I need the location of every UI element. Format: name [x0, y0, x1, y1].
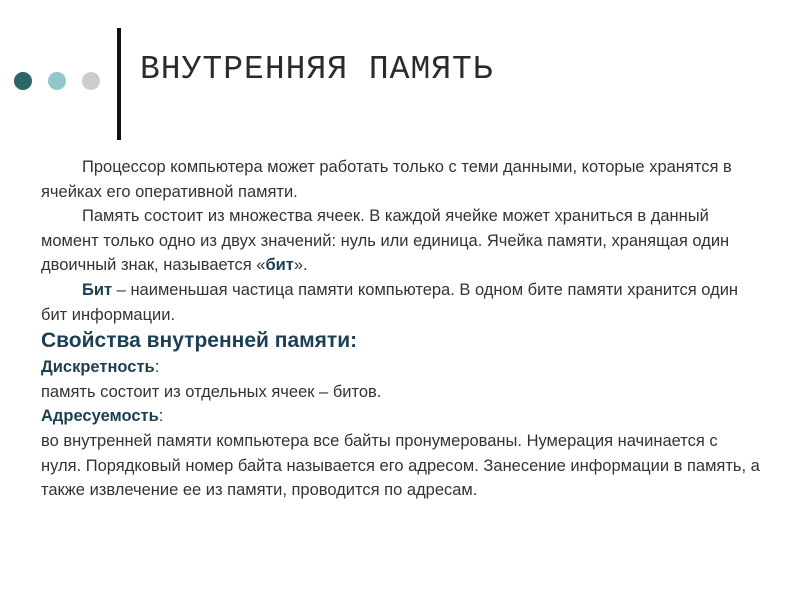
title-divider	[117, 28, 121, 140]
term-bit-definition: Бит	[82, 280, 113, 299]
property-discreteness-title	[41, 355, 761, 380]
paragraph-memory-cells-end: ».	[293, 256, 308, 275]
dot-dark-icon	[14, 72, 32, 90]
property-addressability-title	[41, 404, 761, 429]
colon: :	[158, 407, 164, 426]
dot-teal-icon	[48, 72, 66, 90]
slide-title: ВНУТРЕННЯЯ ПАМЯТЬ	[140, 51, 494, 88]
paragraph-bit-definition-text: – наименьшая частица памяти компьютера. В одном бите памяти хранится один бит информации.	[41, 280, 739, 324]
slide-body	[41, 155, 761, 503]
property-discreteness-description: память состоит из отдельных ячеек – битов.	[41, 382, 382, 401]
properties-heading: Свойства внутренней памяти:	[41, 329, 358, 353]
dot-gray-icon	[82, 72, 100, 90]
term-discreteness: Дискретность	[41, 358, 155, 377]
paragraph-processor: Процессор компьютера может работать только с теми данными, которые хранятся в ячейках его оперативной памяти.	[41, 158, 732, 201]
colon: :	[154, 358, 160, 377]
term-addressability: Адресуемость	[41, 407, 159, 426]
paragraph-memory-cells-text: Память состоит из множества ячеек. В каждой ячейке может храниться в данный момент только одно из двух значений: нуль или единица. Ячейка памяти, хранящая один двоичный знак, называется «	[41, 207, 730, 275]
paragraph-memory-cells	[41, 204, 761, 278]
paragraph-bit-definition	[41, 278, 761, 327]
property-addressability-description: во внутренней памяти компьютера все байты пронумерованы. Нумерация начинается с нуля. Порядковый номер байта называется его адресом. Занесение информации в память, а также извлечение ее из памяти, проводится по адресам.	[41, 431, 760, 500]
term-bit: бит	[265, 256, 294, 275]
